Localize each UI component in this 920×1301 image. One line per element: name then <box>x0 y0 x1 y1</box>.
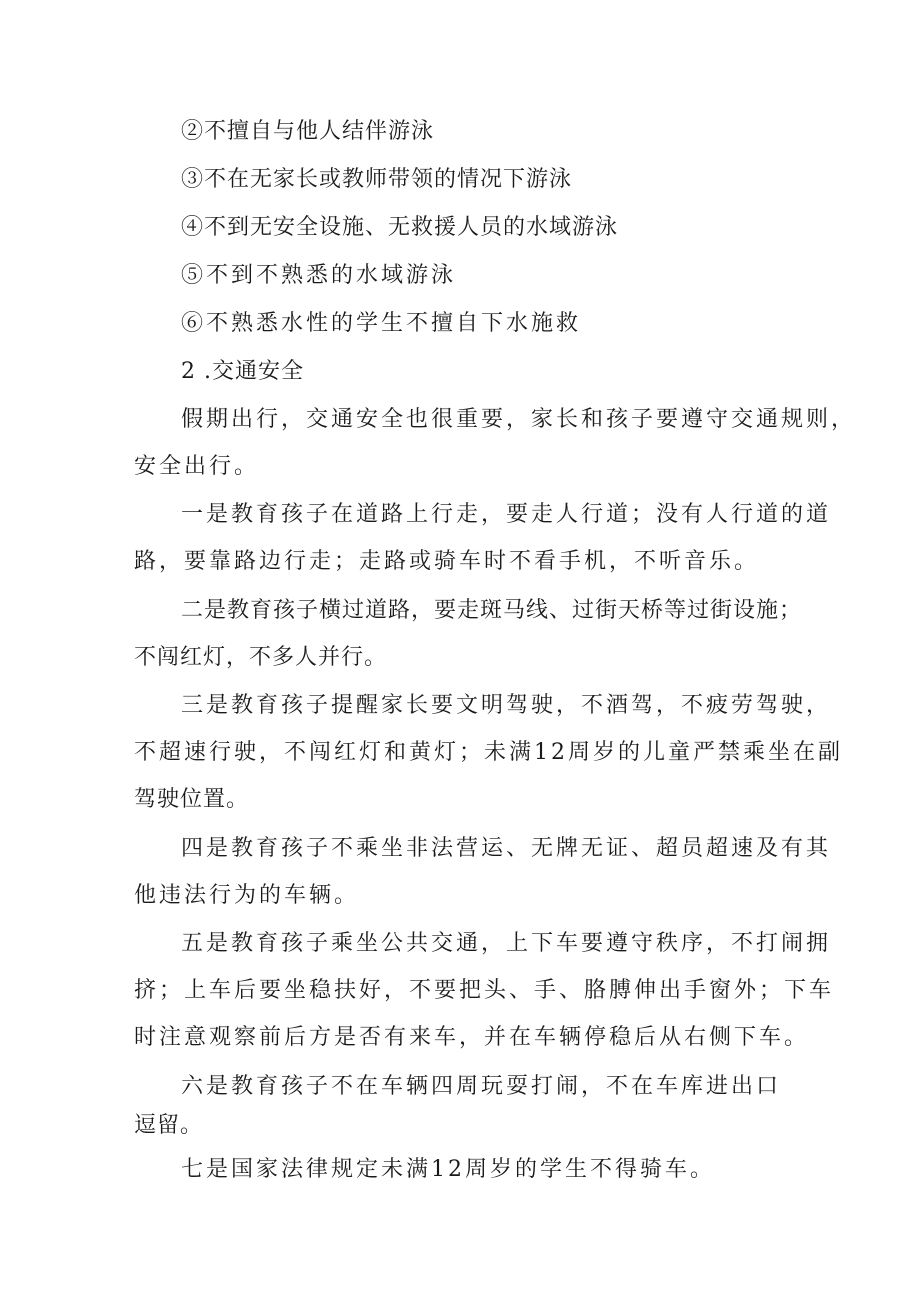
swim-rule-6: ⑥不熟悉水性的学生不擅自下水施救 <box>181 311 582 336</box>
paragraph-3-line-3: 驾驶位置。 <box>134 787 250 812</box>
paragraph-6-line-1: 六是教育孩子不在车辆四周玩耍打闹，不在车库进出口 <box>181 1074 782 1099</box>
paragraph-7-line-1: 七是国家法律规定未满12周岁的学生不得骑车。 <box>181 1157 715 1182</box>
paragraph-4-line-2: 他违法行为的车辆。 <box>134 883 360 908</box>
paragraph-1-line-2: 路，要靠路边行走；走路或骑车时不看手机，不听音乐。 <box>134 549 760 574</box>
paragraph-2-line-1: 二是教育孩子横过道路，要走斑马线、过街天桥等过街设施； <box>181 598 803 623</box>
section-heading: 2 .交通安全 <box>181 359 304 384</box>
paragraph-4-line-1: 四是教育孩子不乘坐非法营运、无牌无证、超员超速及有其 <box>181 836 832 861</box>
paragraph-3-line-2: 不超速行驶，不闯红灯和黄灯；未满12周岁的儿童严禁乘坐在副 <box>134 740 843 765</box>
intro-line-2: 安全出行。 <box>134 454 260 479</box>
paragraph-3-line-1: 三是教育孩子提醒家长要文明驾驶，不酒驾，不疲劳驾驶， <box>181 693 832 718</box>
swim-rule-4: ④不到无安全设施、无救援人员的水域游泳 <box>181 215 619 240</box>
paragraph-2-line-2: 不闯红灯，不多人并行。 <box>134 645 388 670</box>
intro-line-1: 假期出行，交通安全也很重要，家长和孩子要遵守交通规则， <box>181 407 857 432</box>
paragraph-5-line-2: 挤；上车后要坐稳扶好，不要把头、手、胳膊伸出手窗外；下车 <box>134 978 835 1003</box>
swim-rule-2: ②不擅自与他人结伴游泳 <box>181 119 435 144</box>
paragraph-1-line-1: 一是教育孩子在道路上行走，要走人行道；没有人行道的道 <box>181 502 832 527</box>
paragraph-5-line-1: 五是教育孩子乘坐公共交通，上下车要遵守秩序，不打闹拥 <box>181 931 832 956</box>
swim-rule-5: ⑤不到不熟悉的水域游泳 <box>181 263 457 288</box>
paragraph-6-line-2: 逗留。 <box>134 1113 204 1138</box>
swim-rule-3: ③不在无家长或教师带领的情况下游泳 <box>181 167 573 192</box>
paragraph-5-line-3: 时注意观察前后方是否有来车，并在车辆停稳后从右侧下车。 <box>134 1025 810 1050</box>
